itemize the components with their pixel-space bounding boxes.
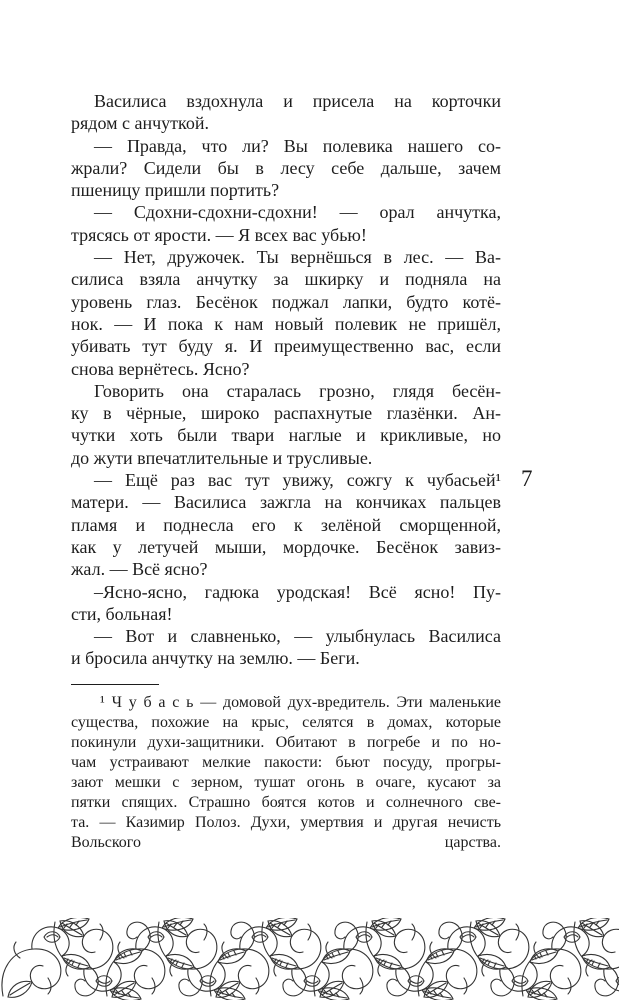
text-line: — Вот и славненько, — улыбнулась Василиса [94, 626, 501, 647]
text-line: покинули духи-защитники. Обитают в погребе и по но- [71, 733, 501, 751]
text-line: Говорить она старалась грозно, глядя бесён- [94, 380, 501, 401]
text-line: как у летучей мыши, мордочке. Бесёнок завиз- [71, 536, 501, 557]
text-line: Вольского царства. [71, 833, 501, 851]
footnote [71, 693, 501, 853]
text-line: пшеницу пришли портить? [71, 180, 280, 201]
text-column [71, 90, 501, 853]
text-line: пятки спящих. Страшно боятся котов и солнечного све- [71, 793, 501, 811]
text-line: жрали? Сидели бы в лесу себе дальше, зачем [71, 157, 501, 178]
text-line: ¹ Ч у б а с ь — домовой дух-вредитель. Эти маленькие [100, 693, 501, 711]
text-line: –Ясно-ясно, гадюка уродская! Всё ясно! Пу- [94, 581, 501, 602]
text-line: чутки хоть были твари наглые и крикливые, но [71, 425, 501, 446]
text-line: пламя и поднесла его к зелёной сморщенной, [71, 514, 501, 535]
page-number: 7 [521, 466, 533, 491]
footnote-rule [71, 684, 159, 685]
text-line: нок. — И пока к нам новый полевик не пришёл, [71, 313, 501, 334]
text-line: та. — Казимир Полоз. Духи, умертвия и другая нечисть [71, 813, 501, 831]
text-line: и бросила анчутку на землю. — Беги. [71, 648, 360, 669]
text-line: существа, похожие на крыс, селятся в домах, которые [71, 713, 501, 731]
text-line: Василиса вздохнула и присела на корточки [94, 91, 501, 111]
text-line: жал. — Всё ясно? [71, 559, 208, 580]
text-line: зают мешки с зерном, тушат огонь в очаге, кусают за [71, 773, 501, 791]
text-line: рядом с анчуткой. [71, 113, 209, 134]
body-text [71, 90, 501, 670]
text-line: — Ещё раз вас тут увижу, сожгу к чубасьей¹ [94, 470, 501, 491]
text-line: чам устраивают мелкие пакости: бьют посуду, прогры- [71, 753, 501, 771]
text-line: силиса взяла анчутку за шкирку и подняла на [71, 269, 501, 290]
text-line: до жути впечатлительные и трусливые. [71, 447, 373, 468]
text-line: уровень глаз. Бесёнок поджал лапки, будто котё- [71, 291, 501, 312]
text-line: — Сдохни-сдохни-сдохни! — орал анчутка, [94, 202, 501, 223]
text-line: матери. — Василиса зажгла на кончиках пальцев [71, 492, 501, 513]
text-line: — Нет, дружочек. Ты вернёшься в лес. — Ва- [94, 247, 501, 268]
text-line: убивать тут буду я. И преимущественно вас, если [71, 336, 501, 357]
text-line: ку в чёрные, широко распахнутые глазёнки. Ан- [71, 403, 501, 424]
text-line: трясясь от ярости. — Я всех вас убью! [71, 224, 367, 245]
text-line: — Правда, что ли? Вы полевика нашего со- [94, 135, 501, 156]
text-line: снова вернётесь. Ясно? [71, 358, 250, 379]
floral-vine-border-icon [0, 918, 619, 1000]
text-line: сти, больная! [71, 603, 173, 624]
